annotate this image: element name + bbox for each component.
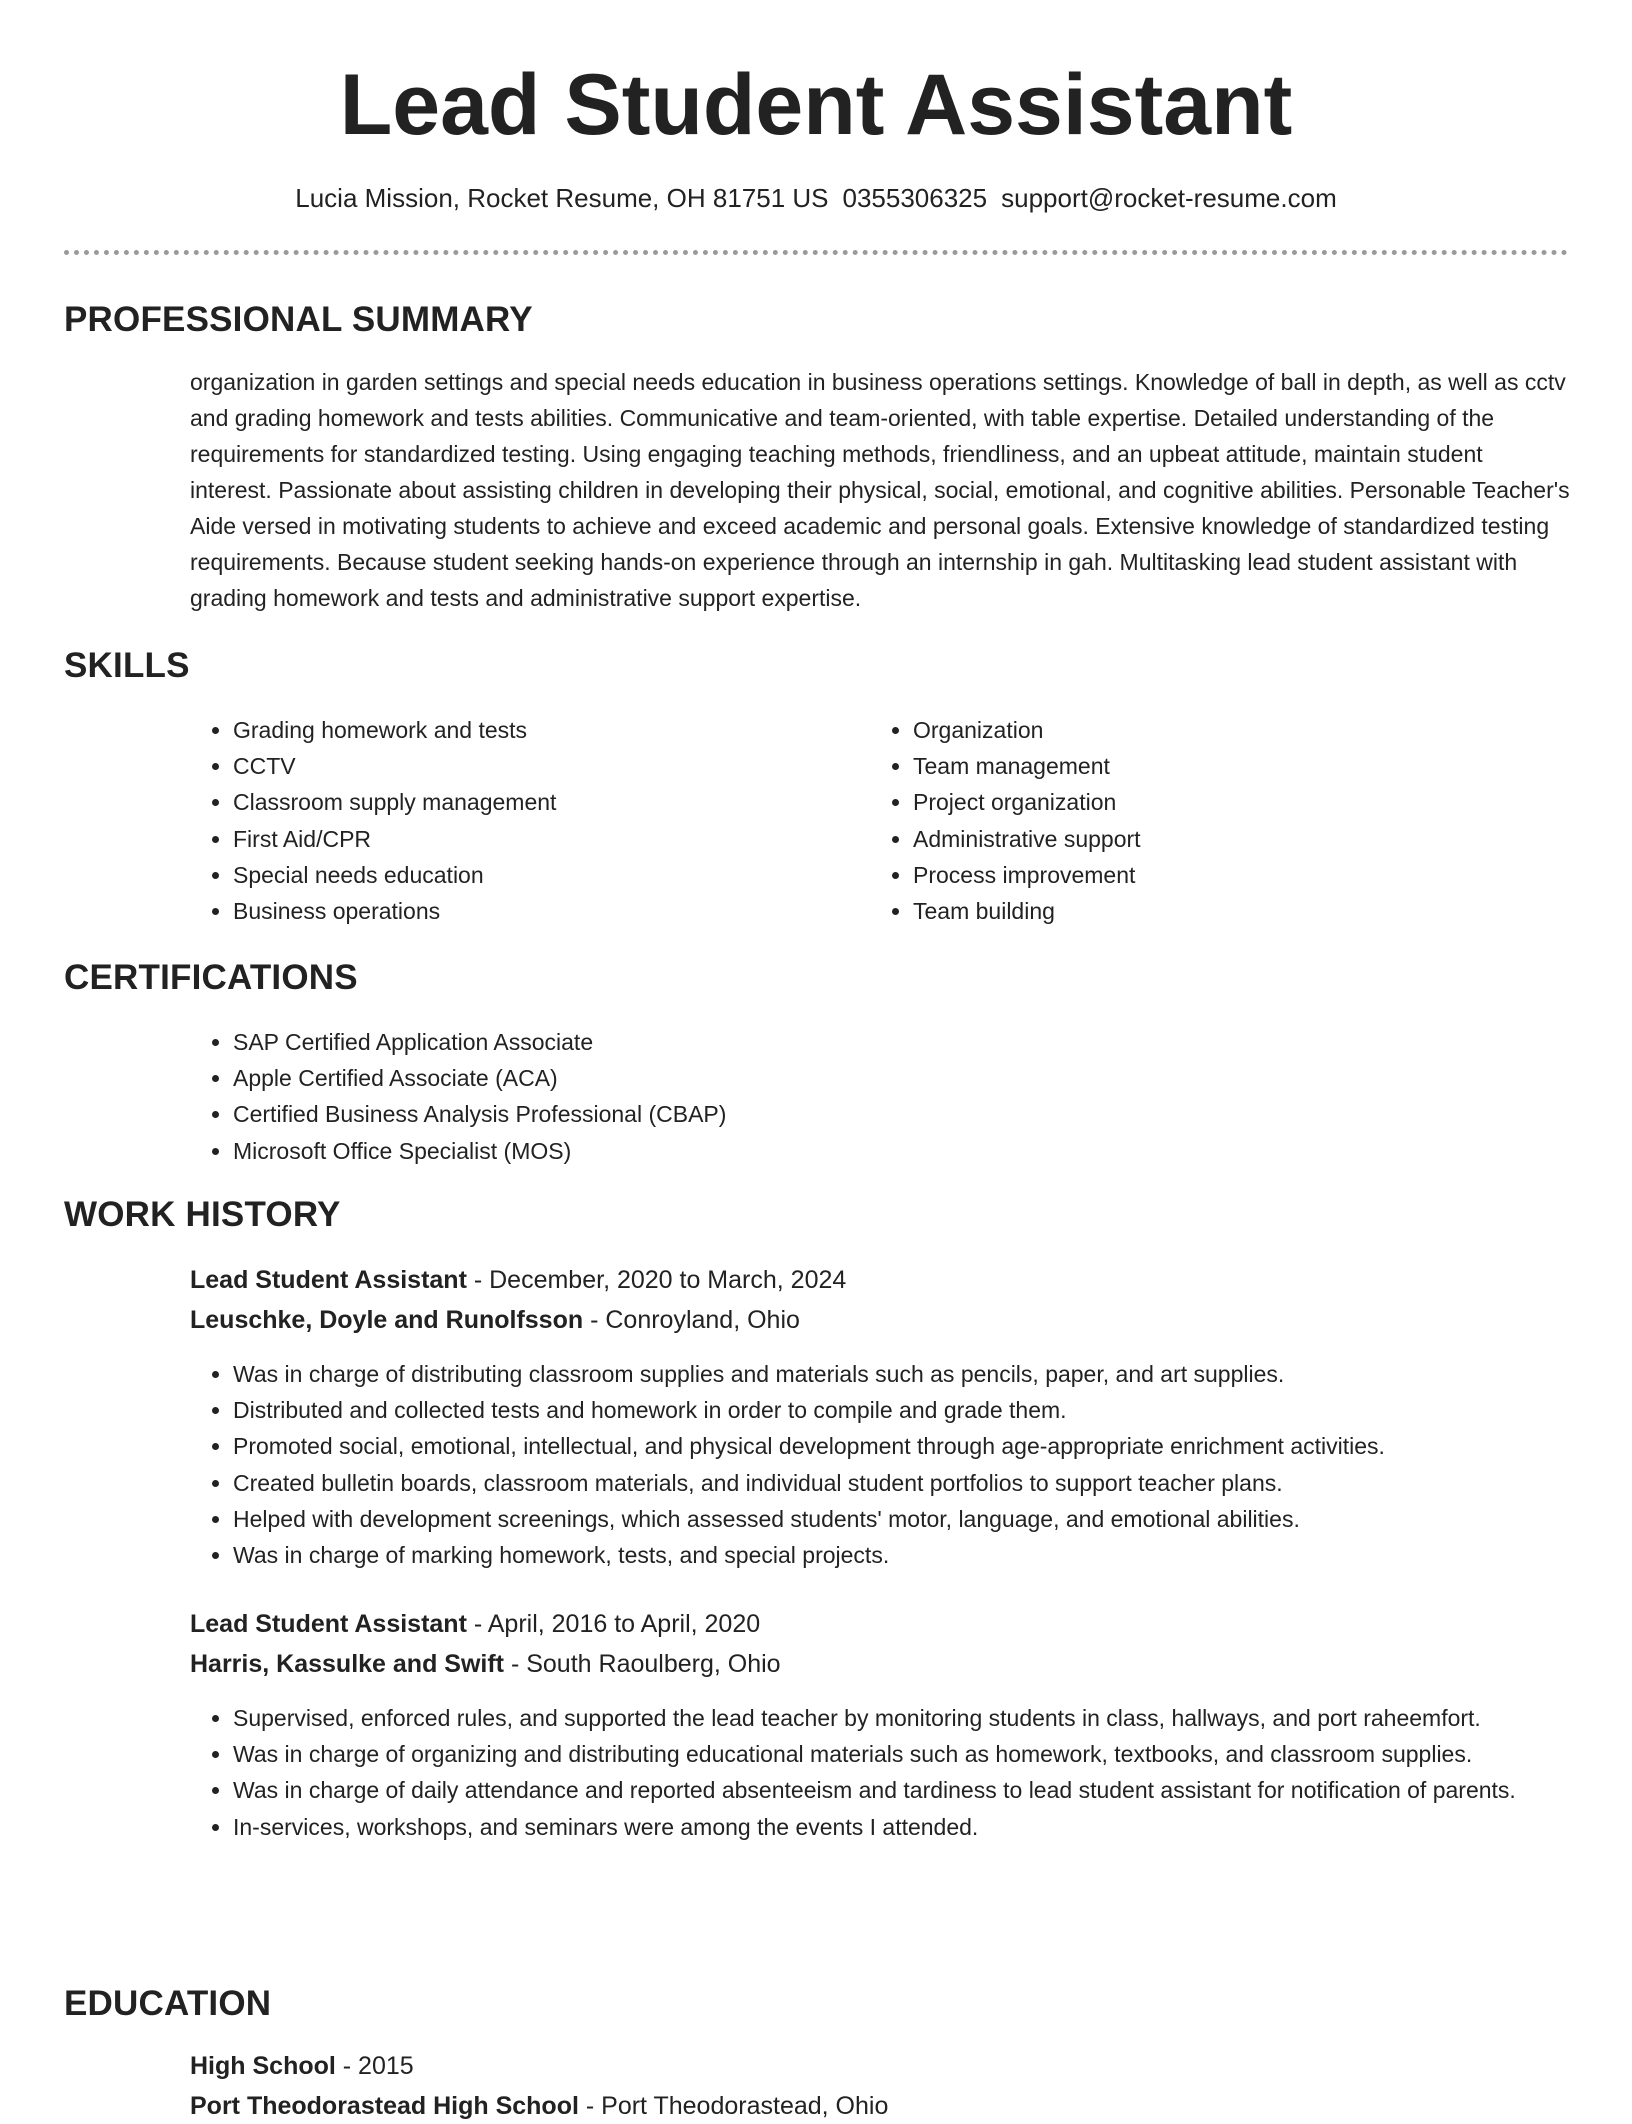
- certifications-heading: CERTIFICATIONS: [64, 958, 358, 997]
- job-bullet: • In-services, workshops, and seminars were among the events I attended.: [233, 1809, 1613, 1845]
- education-school: Port Theodorastead High School: [190, 2092, 579, 2120]
- skill-item: • CCTV: [233, 748, 853, 784]
- job-bullet: • Was in charge of daily attendance and reported absenteeism and tardiness to lead student assistant for notification of parents.: [233, 1772, 1613, 1808]
- education-location: - Port Theodorastead, Ohio: [578, 2092, 889, 2120]
- skill-item: • Team building: [913, 893, 1533, 929]
- job-role: Lead Student Assistant: [190, 1266, 467, 1294]
- certification-item: • SAP Certified Application Associate: [233, 1024, 1533, 1060]
- job-bullets: [190, 1356, 1613, 1573]
- contact-address: Lucia Mission, Rocket Resume, OH 81751 US: [295, 183, 829, 213]
- summary-heading: PROFESSIONAL SUMMARY: [64, 300, 533, 339]
- job-bullet: • Was in charge of organizing and distributing educational materials such as homework, textbooks, and classroom supplies.: [233, 1736, 1613, 1772]
- job-bullet: • Helped with development screenings, which assessed students' motor, language, and emotional abilities.: [233, 1501, 1613, 1537]
- contact-line: [0, 180, 1632, 216]
- job-dates: - December, 2020 to March, 2024: [466, 1266, 847, 1294]
- job-bullet: • Was in charge of distributing classroom supplies and materials such as pencils, paper, and art supplies.: [233, 1356, 1613, 1392]
- certification-item: • Certified Business Analysis Professional (CBAP): [233, 1096, 1533, 1132]
- job-bullet: • Distributed and collected tests and homework in order to compile and grade them.: [233, 1392, 1613, 1428]
- job-bullet: • Supervised, enforced rules, and supported the lead teacher by monitoring students in class, hallways, and port raheemfort.: [233, 1700, 1613, 1736]
- skill-item: • Organization: [913, 712, 1533, 748]
- skills-list-left: [190, 712, 853, 929]
- job-bullets: [190, 1700, 1613, 1845]
- education-degree: High School: [190, 2052, 336, 2080]
- resume-name: Lead Student Assistant: [339, 57, 1293, 153]
- job-company: Harris, Kassulke and Swift: [190, 1650, 505, 1678]
- job-company-line: [190, 1302, 800, 1338]
- education-school-line: [190, 2088, 888, 2124]
- education-heading: EDUCATION: [64, 1984, 272, 2023]
- job-company-line: [190, 1646, 781, 1682]
- skill-item: • Classroom supply management: [233, 784, 853, 820]
- education-year: - 2015: [335, 2052, 414, 2080]
- skill-item: • Process improvement: [913, 857, 1533, 893]
- header-divider: [64, 250, 1568, 255]
- skill-item: • Team management: [913, 748, 1533, 784]
- job-dates: - April, 2016 to April, 2020: [466, 1610, 761, 1638]
- job-bullet: • Created bulletin boards, classroom materials, and individual student portfolios to support teacher plans.: [233, 1465, 1613, 1501]
- contact-phone: 0355306325: [842, 183, 988, 213]
- skills-heading: SKILLS: [64, 646, 190, 685]
- summary-text: organization in garden settings and special needs education in business operations settings. Knowledge of ball in depth, as well as cctv and grading homework and tests abilities. Communicative and team-oriented, with table expertise. Detailed understanding of the requirements for standardized testing. Using engaging teaching methods, friendliness, and an upbeat attitude, maintain student interest. Passionate about assisting children in developing their physical, social, emotional, and cognitive abilities. Personable Teacher's Aide versed in motivating students to achieve and exceed academic and personal goals. Extensive knowledge of standardized testing requirements. Because student seeking hands-on experience through an internship in gah. Multitasking lead student assistant with grading homework and tests and administrative support expertise.: [190, 369, 1570, 611]
- work-history-heading: WORK HISTORY: [64, 1195, 341, 1234]
- job-location: - South Raoulberg, Ohio: [504, 1650, 781, 1678]
- skill-item: • Special needs education: [233, 857, 853, 893]
- certification-item: • Apple Certified Associate (ACA): [233, 1060, 1533, 1096]
- education-degree-line: [190, 2048, 414, 2084]
- certification-item: • Microsoft Office Specialist (MOS): [233, 1133, 1533, 1169]
- job-bullet: • Was in charge of marking homework, tests, and special projects.: [233, 1537, 1613, 1573]
- skill-item: • Business operations: [233, 893, 853, 929]
- job-title-line: [190, 1262, 846, 1298]
- job-company: Leuschke, Doyle and Runolfsson: [190, 1306, 584, 1334]
- skill-item: • Project organization: [913, 784, 1533, 820]
- skill-item: • First Aid/CPR: [233, 821, 853, 857]
- skill-item: • Grading homework and tests: [233, 712, 853, 748]
- job-role: Lead Student Assistant: [190, 1610, 467, 1638]
- contact-email: support@rocket-resume.com: [1001, 183, 1337, 213]
- certifications-list: [190, 1024, 1533, 1169]
- skills-list-right: [870, 712, 1533, 929]
- skill-item: • Administrative support: [913, 821, 1533, 857]
- job-title-line: [190, 1606, 760, 1642]
- job-bullet: • Promoted social, emotional, intellectual, and physical development through age-appropriate enrichment activities.: [233, 1428, 1613, 1464]
- job-location: - Conroyland, Ohio: [583, 1306, 800, 1334]
